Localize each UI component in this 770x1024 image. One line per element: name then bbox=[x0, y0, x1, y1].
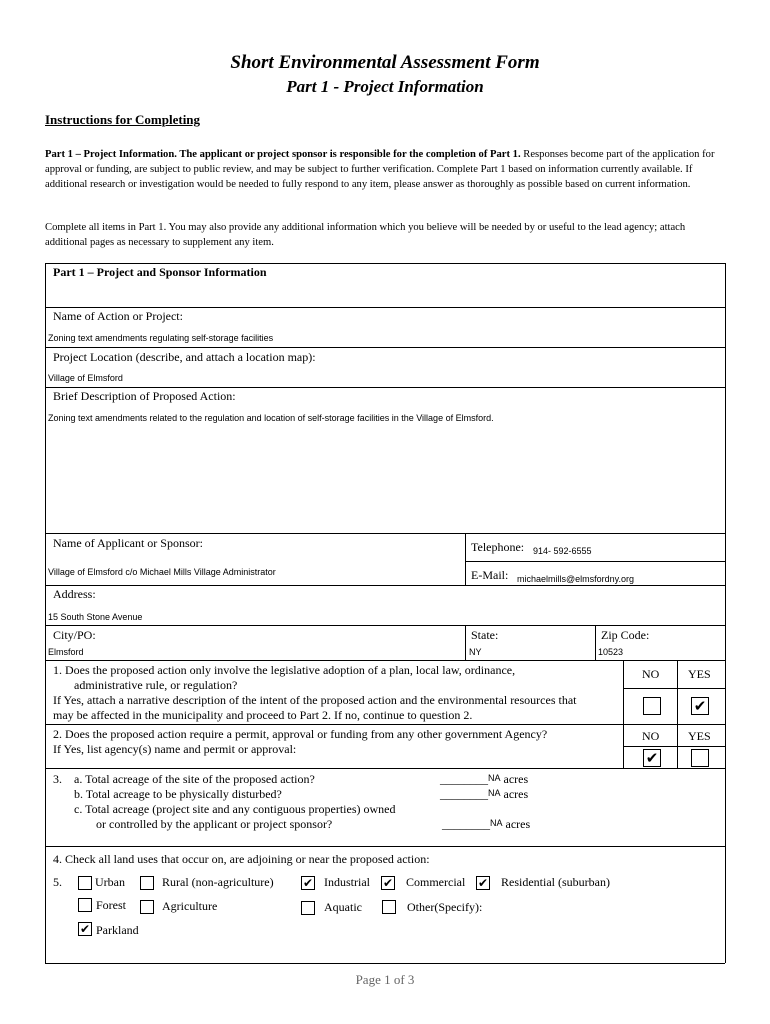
blank-line: ________ bbox=[442, 817, 490, 831]
question-1-line-4: may be affected in the municipality and proceed to Part 2. If no, continue to question 2. bbox=[53, 708, 473, 722]
forest-checkbox[interactable] bbox=[78, 898, 92, 912]
commercial-checkbox[interactable]: ✔ bbox=[382, 876, 394, 890]
other-checkbox[interactable] bbox=[382, 900, 396, 914]
acreage-disturbed-field[interactable] bbox=[440, 787, 528, 802]
instructions-paragraph-1 bbox=[45, 147, 725, 193]
blank-line: ________ bbox=[440, 787, 488, 801]
rural-checkbox[interactable] bbox=[140, 876, 154, 890]
agriculture-label: Agriculture bbox=[162, 899, 218, 913]
residential-label: Residential (suburban) bbox=[501, 875, 610, 889]
form-subtitle: Part 1 - Project Information bbox=[286, 77, 484, 96]
question-3c-text-2: or controlled by the applicant or project sponsor? bbox=[96, 817, 333, 831]
question-3a-text: a. Total acreage of the site of the proposed action? bbox=[74, 772, 315, 786]
city-label: City/PO: bbox=[53, 628, 96, 642]
industrial-checkbox[interactable]: ✔ bbox=[302, 876, 314, 890]
question-1-yes-checkbox[interactable]: ✔ bbox=[691, 697, 709, 715]
question-1-line-1: 1. Does the proposed action only involve the legislative adoption of a plan, local law, ordinance, bbox=[53, 663, 516, 677]
question-2-yes-checkbox[interactable] bbox=[691, 749, 709, 767]
state-field[interactable]: NY bbox=[469, 647, 482, 657]
acres-unit: acres bbox=[503, 772, 529, 786]
acres-unit: acres bbox=[503, 787, 529, 801]
question-3b-text: b. Total acreage to be physically disturbed? bbox=[74, 787, 282, 801]
question-1-line-3: If Yes, attach a narrative description of the intent of the proposed action and the environmental resources that bbox=[53, 693, 577, 707]
question-2-no-checkbox[interactable]: ✔ bbox=[643, 749, 661, 767]
question-1-no-label: NO bbox=[642, 667, 660, 681]
industrial-label: Industrial bbox=[324, 875, 370, 889]
commercial-label: Commercial bbox=[406, 875, 466, 889]
email-field[interactable]: michaelmills@elmsfordny.org bbox=[517, 574, 634, 584]
acres-unit: acres bbox=[505, 817, 531, 831]
telephone-field[interactable]: 914- 592-6555 bbox=[533, 546, 592, 556]
other-label: Other(Specify): bbox=[407, 900, 483, 914]
project-location-field[interactable]: Village of Elmsford bbox=[48, 373, 123, 383]
state-label: State: bbox=[471, 628, 499, 642]
name-of-action-label: Name of Action or Project: bbox=[53, 309, 183, 323]
aquatic-label: Aquatic bbox=[324, 900, 362, 914]
page-number: Page 1 of 3 bbox=[355, 972, 415, 987]
parkland-label: Parkland bbox=[96, 923, 139, 937]
acreage-owned-field[interactable] bbox=[442, 817, 530, 832]
aquatic-checkbox[interactable] bbox=[301, 901, 315, 915]
question-3-number: 3. bbox=[53, 772, 62, 786]
parkland-checkbox[interactable]: ✔ bbox=[79, 922, 91, 936]
address-field[interactable]: 15 South Stone Avenue bbox=[48, 612, 143, 622]
acreage-owned-value: NA bbox=[490, 818, 503, 828]
question-3c-text-1: c. Total acreage (project site and any contiguous properties) owned bbox=[74, 802, 396, 816]
question-4-text: 4. Check all land uses that occur on, are adjoining or near the proposed action: bbox=[53, 852, 430, 866]
urban-checkbox[interactable] bbox=[78, 876, 92, 890]
question-2-line-2: If Yes, list agency(s) name and permit or approval: bbox=[53, 742, 297, 756]
question-5-number: 5. bbox=[53, 875, 62, 889]
forest-label: Forest bbox=[96, 898, 126, 912]
question-2-yes-label: YES bbox=[688, 729, 711, 743]
question-2-no-label: NO bbox=[642, 729, 660, 743]
brief-description-field[interactable]: Zoning text amendments related to the regulation and location of self-storage facilities in the Village of Elmsford. bbox=[48, 413, 494, 423]
agriculture-checkbox[interactable] bbox=[140, 900, 154, 914]
acreage-disturbed-value: NA bbox=[488, 788, 501, 798]
question-2-line-1: 2. Does the proposed action require a permit, approval or funding from any other government Agency? bbox=[53, 727, 548, 741]
urban-label: Urban bbox=[95, 875, 125, 889]
zip-label: Zip Code: bbox=[601, 628, 650, 642]
instructions-paragraph-2: Complete all items in Part 1. You may also provide any additional information which you believe will be needed by or useful to the lead agency; attach additional pages as necessary to supplement any item. bbox=[45, 222, 686, 249]
zip-field[interactable]: 10523 bbox=[598, 647, 624, 657]
question-1-yes-label: YES bbox=[688, 667, 711, 681]
acreage-site-field[interactable] bbox=[440, 772, 528, 787]
telephone-label: Telephone: bbox=[471, 540, 525, 554]
applicant-name-label: Name of Applicant or Sponsor: bbox=[53, 536, 203, 550]
rural-label: Rural (non-agriculture) bbox=[162, 875, 274, 889]
address-label: Address: bbox=[53, 587, 96, 601]
project-information-form bbox=[45, 263, 725, 963]
blank-line: ________ bbox=[440, 772, 488, 786]
question-1-no-checkbox[interactable] bbox=[643, 697, 661, 715]
applicant-name-field[interactable]: Village of Elmsford c/o Michael Mills Village Administrator bbox=[48, 567, 276, 577]
brief-description-label: Brief Description of Proposed Action: bbox=[53, 389, 236, 403]
email-label: E-Mail: bbox=[471, 568, 509, 582]
name-of-action-field[interactable]: Zoning text amendments regulating self-storage facilities bbox=[48, 333, 274, 343]
form-title: Short Environmental Assessment Form bbox=[230, 52, 540, 73]
section-title: Part 1 – Project and Sponsor Information bbox=[53, 265, 267, 279]
paragraph-1-bold: Part 1 – Project Information. The applicant or project sponsor is responsible for the completion of Part 1. bbox=[45, 149, 521, 160]
city-field[interactable]: Elmsford bbox=[48, 647, 84, 657]
question-1-line-2: administrative rule, or regulation? bbox=[74, 678, 238, 692]
residential-checkbox[interactable]: ✔ bbox=[477, 876, 489, 890]
acreage-site-value: NA bbox=[488, 773, 501, 783]
project-location-label: Project Location (describe, and attach a location map): bbox=[53, 350, 316, 364]
paragraph-1-text: Responses become part of the application for approval or funding, are subject to public review, and may be subject to further verification. Complete Part 1 based on information currently available. If additional research or investigation would be needed to fully respond to any item, please answer as thoroughly as possible based on current information. bbox=[45, 149, 715, 191]
instructions-heading: Instructions for Completing bbox=[45, 112, 201, 127]
